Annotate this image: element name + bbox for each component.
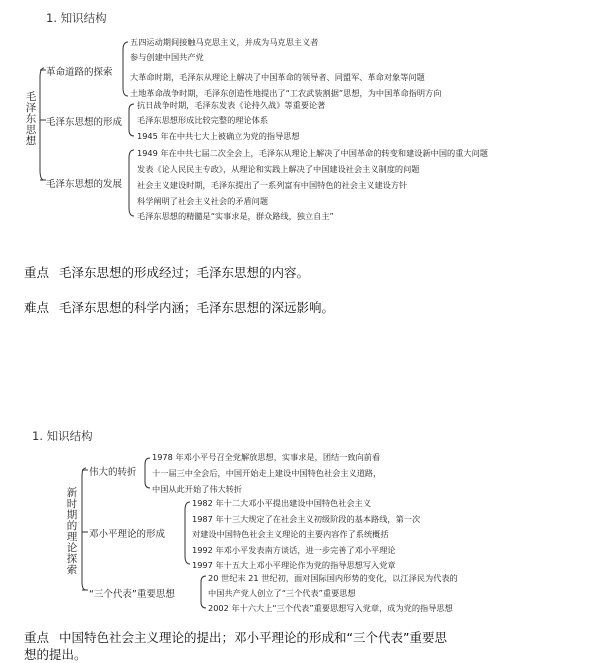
key-text: 毛泽东思想的形成经过；毛泽东思想的内容。 xyxy=(59,265,310,280)
difficulty-label: 难点 xyxy=(24,300,50,315)
key-label: 重点 xyxy=(24,265,50,280)
section2-branch-label: 邓小平理论的形成 xyxy=(89,529,166,540)
key-text: 中国特色社会主义理论的提出；邓小平理论的形成和“三个代表”重要思 xyxy=(59,630,447,645)
section1-list-item: 1945 年在中共七大上被确立为党的指导思想 xyxy=(137,131,300,141)
section2-list-item: 中国从此开始了伟大转折 xyxy=(152,484,243,494)
section1-branch-label: 毛泽东思想的形成 xyxy=(46,117,123,128)
section2-list-item: 1978 年邓小平号召全党解放思想，实事求是，团结一致向前看 xyxy=(152,452,381,462)
section2-branch-label: 伟大的转折 xyxy=(89,467,137,478)
section1-list-item: 五四运动期间接触马克思主义，并成为马克思主义者 xyxy=(130,37,319,47)
section2-branch-label: “三个代表”重要思想 xyxy=(89,589,175,600)
section2-list-item: 1992 年邓小平发表南方谈话，进一步完善了邓小平理论 xyxy=(192,545,396,555)
section1-title: 1. 知识结构 xyxy=(46,11,107,25)
section1-list-item: 毛泽东思想形成比较完整的理论体系 xyxy=(137,115,269,125)
section2-list-item: 中国共产党人创立了“三个代表”重要思想 xyxy=(208,588,356,598)
section2-root-label: 新时期的理论探索 xyxy=(66,487,78,576)
section1-list-item: 大革命时期，毛泽东从理论上解决了中国革命的领导者、同盟军、革命对象等问题 xyxy=(130,72,425,82)
section1-list-item: 发表《论人民民主专政》，从理论和实践上解决了中国建设社会主义制度的问题 xyxy=(137,164,420,174)
section2-list-item: 对建设中国特色社会主义理论的主要内容作了系统概括 xyxy=(192,529,389,539)
section2-list-item: 2002 年十六大上“三个代表”重要思想写入党章，成为党的指导思想 xyxy=(208,603,453,613)
section1-branch-label: 毛泽东思想的发展 xyxy=(46,179,123,190)
section2-list-item: 1987 年十三大规定了在社会主义初级阶段的基本路线，第一次 xyxy=(192,514,421,524)
section1-list-item: 土地革命战争时期，毛泽东创造性地提出了“工农武装割据”思想，为中国革命指明方向 xyxy=(130,88,442,98)
key-label: 重点 xyxy=(24,630,50,645)
section2-key-points-continued: 想的提出。 xyxy=(24,647,87,662)
section1-list-item: 抗日战争时期，毛泽东发表《论持久战》等重要论著 xyxy=(137,100,326,110)
section2-key-points xyxy=(24,628,447,646)
section2-list-item: 十一届三中全会后，中国开始走上建设中国特色社会主义道路， xyxy=(152,468,382,478)
section1-list-item: 社会主义建设时期，毛泽东提出了一系列富有中国特色的社会主义建设方针 xyxy=(137,180,408,190)
section1-list-item: 科学阐明了社会主义社会的矛盾问题 xyxy=(137,196,269,206)
section1-root-label: 毛泽东思想 xyxy=(25,91,37,147)
section1-list-item: 参与创建中国共产党 xyxy=(130,52,204,62)
difficulty-text: 毛泽东思想的科学内涵；毛泽东思想的深远影响。 xyxy=(59,300,335,315)
section2-list-item: 1997 年十五大上邓小平理论作为党的指导思想写入党章 xyxy=(192,560,396,570)
section1-list-item: 1949 年在中共七届二次全会上，毛泽东从理论上解决了中国革命的转变和建设新中国的重大问题 xyxy=(137,148,488,158)
section2-title: 1. 知识结构 xyxy=(32,429,93,443)
section2-list-item: 1982 年十二大邓小平提出建设中国特色社会主义 xyxy=(192,498,372,508)
section1-list-item: 毛泽东思想的精髓是“实事求是，群众路线，独立自主” xyxy=(137,211,334,221)
section1-branch-label: 革命道路的探索 xyxy=(46,67,113,78)
section2-list-item: 20 世纪末 21 世纪初，面对国际国内形势的变化，以江泽民为代表的 xyxy=(208,573,458,583)
